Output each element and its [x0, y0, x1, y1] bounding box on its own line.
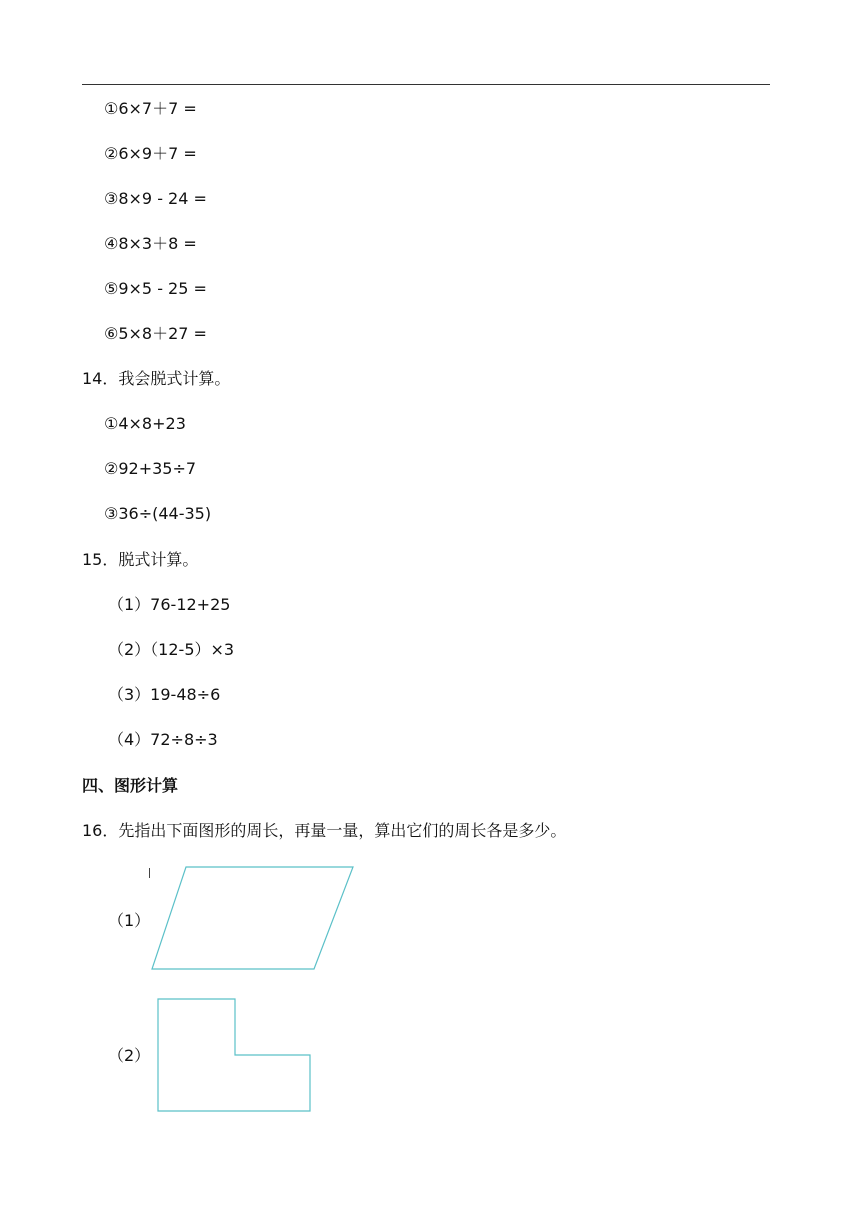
q13-item-1: ①6×7＋7 = — [104, 99, 197, 118]
l-shape-figure — [152, 994, 316, 1116]
l-shape-outline — [158, 999, 310, 1111]
q15-item-3: （3）19-48÷6 — [108, 685, 221, 704]
q13-item-5: ⑤9×5 - 25 = — [104, 279, 207, 298]
figure-2-label: （2） — [108, 1046, 151, 1065]
q15-item-4: （4）72÷8÷3 — [108, 730, 218, 749]
q15-item-2: （2）（12-5）×3 — [108, 640, 235, 659]
q13-item-4: ④8×3＋8 = — [104, 234, 197, 253]
section-4-title: 四、图形计算 — [82, 776, 179, 795]
q16-title: 16．先指出下面图形的周长，再量一量，算出它们的周长各是多少。 — [82, 821, 567, 840]
parallelogram-outline — [152, 867, 353, 969]
q14-title: 14．我会脱式计算。 — [82, 369, 231, 388]
q14-item-2: ②92+35÷7 — [104, 459, 197, 478]
header-rule — [82, 84, 770, 85]
figure-1-label: （1） — [108, 911, 151, 930]
parallelogram-figure — [146, 862, 358, 974]
q13-item-6: ⑥5×8＋27 = — [104, 324, 207, 343]
q14-item-1: ①4×8+23 — [104, 414, 186, 433]
q15-item-1: （1）76-12+25 — [108, 595, 231, 614]
q14-item-3: ③36÷(44-35) — [104, 504, 212, 523]
q13-item-2: ②6×9＋7 = — [104, 144, 197, 163]
q13-item-3: ③8×9 - 24 = — [104, 189, 207, 208]
q15-title: 15．脱式计算。 — [82, 550, 199, 569]
